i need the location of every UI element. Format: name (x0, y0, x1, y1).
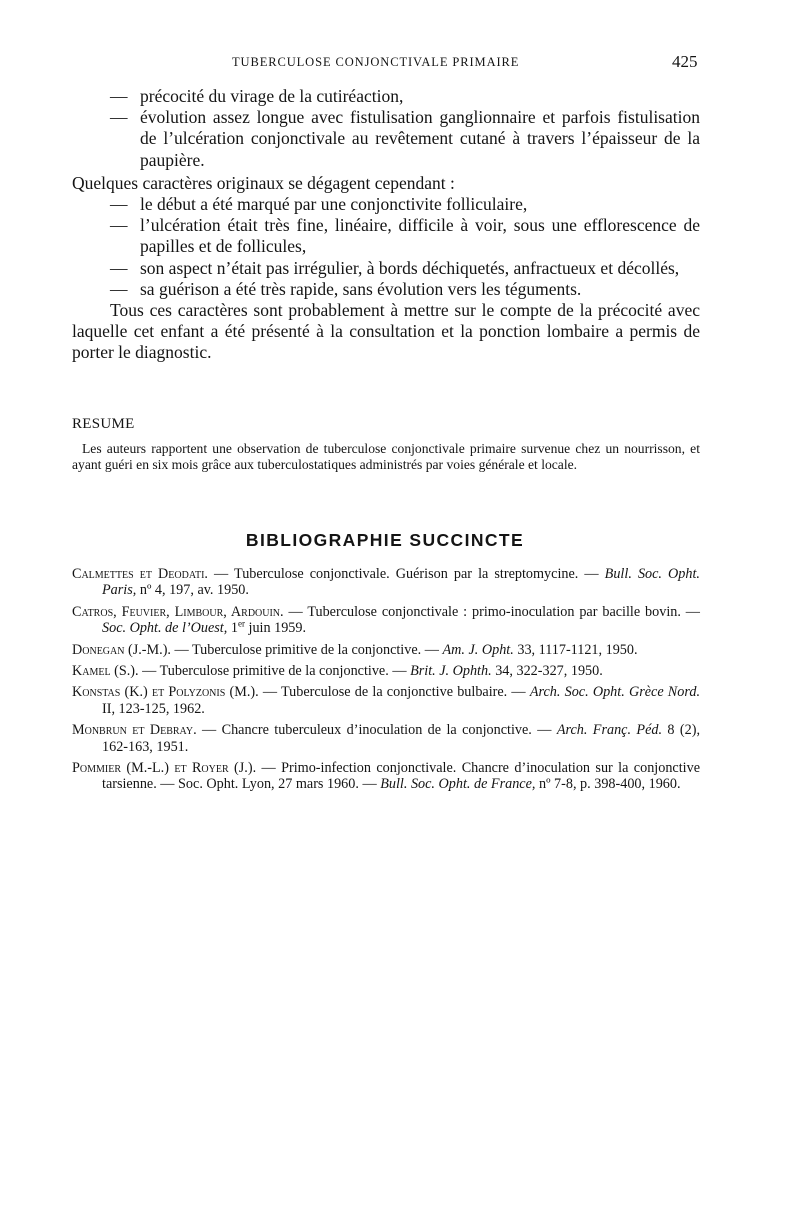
entry-separator: . — (167, 641, 192, 658)
entry-reference-superscript: er (237, 618, 245, 629)
entry-title: Primo-infection conjonctivale. Chancre d’inoculation sur la conjonctive tarsienne. — Soc. Opht. Lyon, 27 mars 1960. — (102, 760, 700, 793)
dash-marker: — (110, 257, 128, 278)
entry-reference: II, 123-125, 1962. (102, 700, 205, 717)
entry-reference-tail: juin 1959. (244, 620, 307, 637)
entry-separator: . — (193, 722, 222, 739)
conclusion-paragraph: Tous ces caractères sont probablement à mettre sur le compte de la précocité avec laquelle cet enfant a été présenté à la consultation et la ponction lombaire a permis de porter le diagnostic. (72, 300, 700, 363)
running-title: TUBERCULOSE CONJONCTIVALE PRIMAIRE (232, 55, 520, 69)
list-item-text: précocité du virage de la cutiréaction, (140, 86, 404, 106)
running-head (0, 52, 800, 72)
entry-authors: Kamel (S.) (72, 663, 136, 680)
list-item (72, 279, 700, 300)
entry-source: Bull. Soc. Opht. de France, (380, 776, 536, 793)
entry-source: Brit. J. Ophth. (410, 663, 492, 680)
list-item-text: le début a été marqué par une conjonctivite folliculaire, (140, 194, 528, 215)
entry-reference: 33, 1117-1121, 1950. (513, 641, 638, 658)
body-text (72, 86, 700, 364)
dash-marker: — (110, 215, 128, 236)
bibliography-entry (72, 722, 700, 755)
list-item (72, 258, 700, 279)
list-item (72, 194, 700, 215)
resume-text: Les auteurs rapportent une observation de tuberculose conjonctivale primaire survenue chez un nourrisson, et ayant guéri en six mois grâce aux tuberculostatiques administrés par voies générale et locale. (72, 441, 700, 473)
list-item (72, 86, 700, 107)
entry-authors: Pommier (M.-L.) et Royer (J.) (72, 760, 253, 777)
resume-heading: RESUME (72, 416, 135, 432)
entry-title: Chancre tuberculeux d’inoculation de la conjonctive. — (221, 722, 557, 739)
list-item (72, 215, 700, 257)
bibliography-entry (72, 642, 700, 658)
bibliography-entry (72, 663, 700, 679)
entry-reference: 1 (227, 620, 238, 637)
entry-source: Bull. Soc. Opht. Paris, (102, 566, 700, 599)
entry-reference: 34, 322-327, 1950. (491, 663, 603, 680)
bibliography-entry (72, 566, 700, 599)
entry-authors: Monbrun et Debray (72, 722, 194, 739)
dash-marker: — (110, 107, 128, 128)
dash-marker: — (110, 86, 128, 106)
entry-title: Tuberculose de la conjonctive bulbaire. — (280, 684, 530, 701)
entry-authors: Calmettes et Deodati (72, 566, 205, 582)
entry-authors: Donegan (J.-M.) (72, 641, 168, 658)
entry-reference: 8 (2), 162-163, 1951. (102, 722, 701, 755)
list-item-text: l’ulcération était très fine, linéaire, difficile à voir, sous une efflorescence de papilles et de follicules, (140, 215, 700, 257)
entry-authors: Catros, Feuvier, Limbour, Ardouin (72, 603, 281, 620)
entry-reference: nº 4, 197, av. 1950. (136, 582, 249, 599)
entry-title: Tuberculose primitive de la conjonctive. — (192, 641, 443, 658)
entry-separator: . — (280, 603, 308, 620)
bibliography-entry (72, 604, 700, 637)
list-item-text: sa guérison a été très rapide, sans évolution vers les téguments. (140, 278, 582, 299)
entry-separator: . — (252, 760, 282, 777)
list-item-text: évolution assez longue avec fistulisation ganglionnaire et parfois fistulisation de l’ulcération conjonctivale au revêtement cutané à travers l’épaisseur de la paupière. (140, 107, 700, 170)
list-item (72, 107, 700, 171)
entry-source: Am. J. Opht. (442, 641, 514, 658)
dash-marker: — (110, 278, 128, 299)
resume-section (72, 416, 700, 473)
bibliography-heading: BIBLIOGRAPHIE SUCCINCTE (245, 530, 525, 550)
entry-reference: nº 7-8, p. 398-400, 1960. (535, 776, 681, 793)
entry-separator: . — (255, 684, 281, 701)
bibliography-entry (72, 684, 700, 717)
entry-title: Tuberculose conjonctivale : primo-inoculation par bacille bovin. — (307, 603, 700, 620)
page-number: 425 (672, 52, 698, 71)
entry-source: Arch. Soc. Opht. Grèce Nord. (529, 684, 701, 701)
entry-source: Soc. Opht. de l’Ouest, (102, 620, 228, 637)
lead-sentence: Quelques caractères originaux se dégagent cependant : (72, 172, 455, 193)
dash-marker: — (110, 194, 128, 215)
list-item-text: son aspect n’était pas irrégulier, à bords déchiquetés, anfractueux et décollés, (140, 257, 680, 278)
entry-separator: . — (204, 566, 235, 582)
entry-source: Arch. Franç. Péd. (556, 722, 663, 739)
entry-title: Tuberculose conjonctivale. Guérison par la streptomycine. — (234, 566, 605, 582)
entry-separator: . — (135, 663, 160, 680)
bibliography-entry (72, 760, 700, 793)
entry-authors: Konstas (K.) et Polyzonis (M.) (72, 684, 256, 701)
bibliography-list (72, 566, 700, 798)
entry-title: Tuberculose primitive de la conjonctive. — (159, 663, 411, 680)
